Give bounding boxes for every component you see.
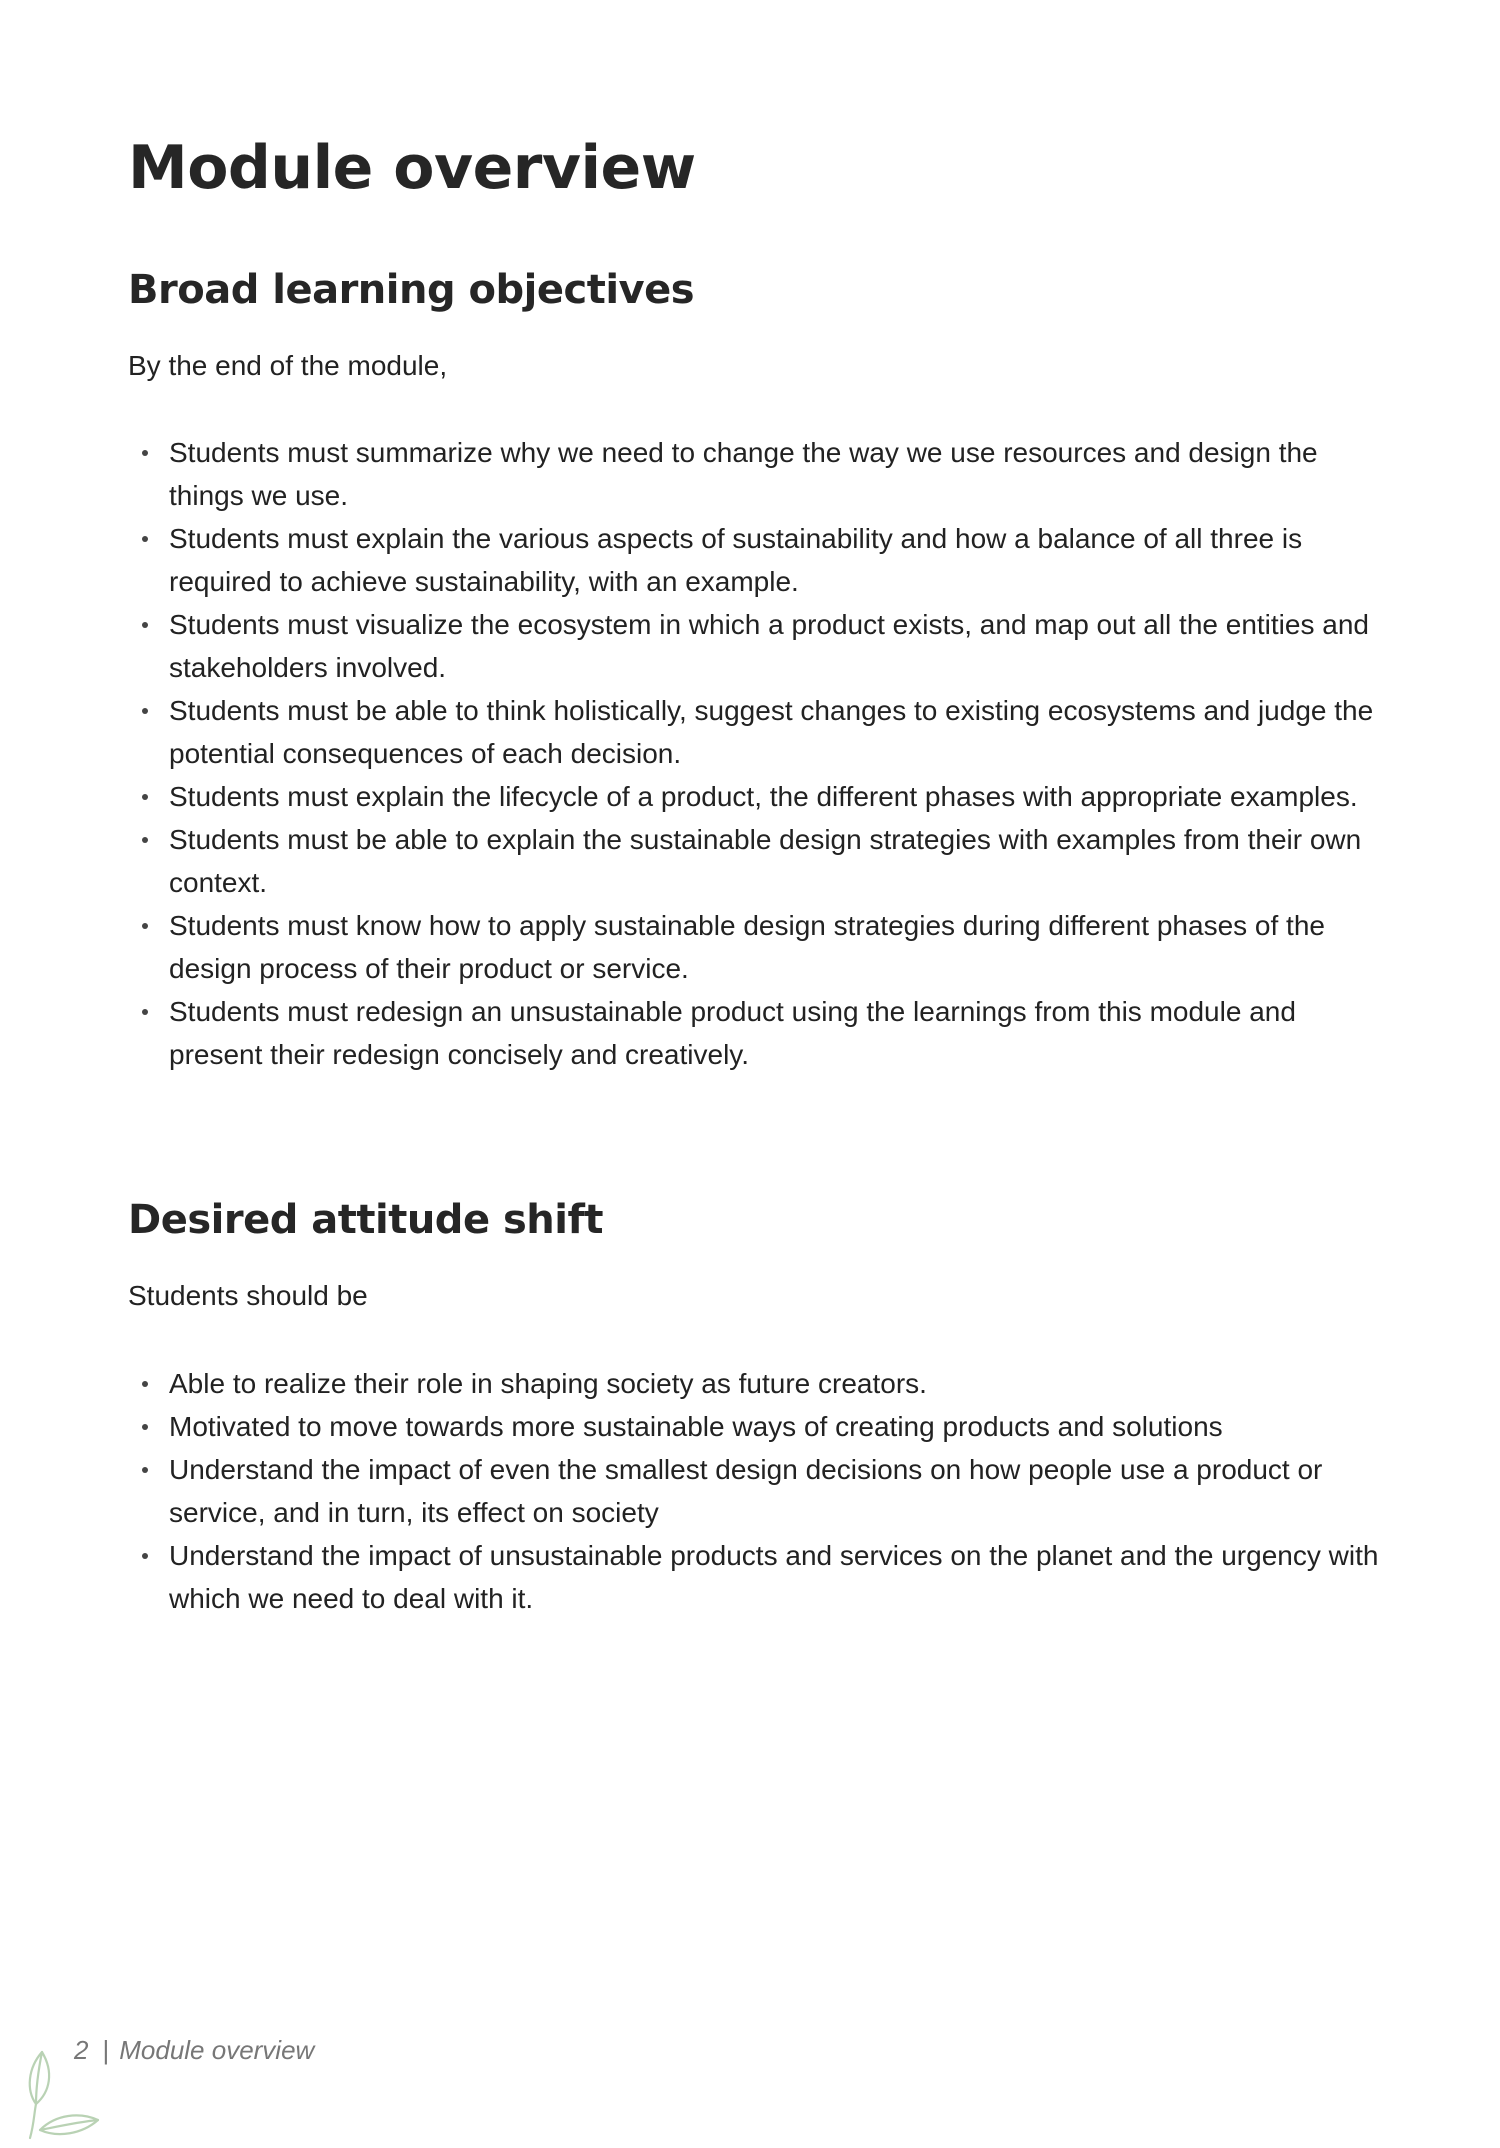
list-item: Students must explain the lifecycle of a product, the different phases with appropriate examples. (128, 775, 1388, 818)
objectives-heading: Broad learning objectives (128, 267, 695, 313)
list-item: Students must explain the various aspects of sustainability and how a balance of all three is required to achieve sustainability, with an example. (128, 517, 1388, 603)
attitude-heading: Desired attitude shift (128, 1197, 604, 1243)
list-item: Students must summarize why we need to change the way we use resources and design the things we use. (128, 431, 1388, 517)
list-item: Students must be able to think holistically, suggest changes to existing ecosystems and judge the potential consequences of each decision. (128, 689, 1388, 775)
list-item: Able to realize their role in shaping society as future creators. (128, 1362, 1388, 1405)
list-item: Students must visualize the ecosystem in which a product exists, and map out all the entities and stakeholders involved. (128, 603, 1388, 689)
list-item: Students must be able to explain the sustainable design strategies with examples from their own context. (128, 818, 1388, 904)
page-footer (20, 2020, 420, 2130)
objectives-lead: By the end of the module, (128, 350, 448, 381)
list-item: Understand the impact of even the smallest design decisions on how people use a product or service, and in turn, its effect on society (128, 1448, 1388, 1534)
list-item: Students must redesign an unsustainable product using the learnings from this module and present their redesign concisely and creatively. (128, 990, 1388, 1076)
footer-separator: | (102, 2035, 110, 2065)
footer-caption (74, 2032, 314, 2068)
list-item: Motivated to move towards more sustainable ways of creating products and solutions (128, 1405, 1388, 1448)
footer-section-name: Module overview (119, 2035, 315, 2065)
attitude-lead: Students should be (128, 1280, 368, 1311)
list-item: Students must know how to apply sustainable design strategies during different phases of the design process of their product or service. (128, 904, 1388, 990)
page-title: Module overview (128, 133, 696, 203)
list-item: Understand the impact of unsustainable products and services on the planet and the urgency with which we need to deal with it. (128, 1534, 1388, 1620)
attitude-list (128, 1362, 1388, 1620)
objectives-list (128, 431, 1388, 1076)
page-number: 2 (74, 2035, 89, 2065)
